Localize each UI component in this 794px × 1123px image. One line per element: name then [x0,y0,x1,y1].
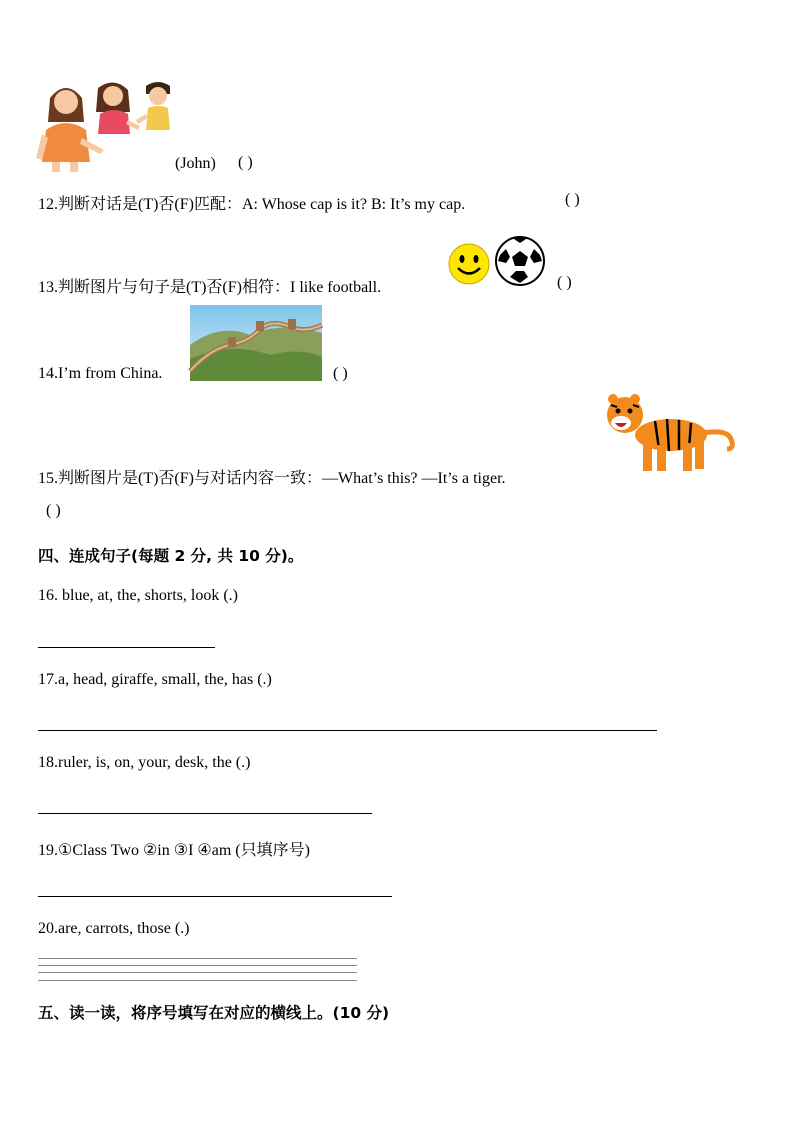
football-icon [494,235,546,287]
great-wall-picture [190,305,322,381]
q20-writing-line-4[interactable] [38,980,357,981]
q14-text: 14.I’m from China. [38,365,163,382]
q19-text: 19.①Class Two ②in ③I ④am (只填序号) [38,842,310,859]
q14-answer-blank[interactable]: ( ) [333,365,348,382]
section5-heading: 五、读一读，将序号填写在对应的横线上。(10 分) [38,1004,390,1022]
q15-text: 15.判断图片是(T)否(F)与对话内容一致：—What’s this? —It’s a tiger. [38,470,506,487]
q20-writing-line-3[interactable] [38,972,357,973]
q11-answer-blank[interactable]: ( ) [238,154,253,171]
tiger-picture [603,393,739,477]
q13-answer-blank[interactable]: ( ) [557,274,572,291]
q15-answer-blank[interactable]: ( ) [46,502,61,519]
q16-answer-line[interactable] [38,647,215,648]
q18-answer-line[interactable] [38,813,372,814]
smiley-face-icon [448,243,490,285]
q17-answer-line[interactable] [38,730,657,731]
q20-text: 20.are, carrots, those (.) [38,920,190,937]
q20-writing-line-1[interactable] [38,958,357,959]
q16-text: 16. blue, at, the, shorts, look (.) [38,587,238,604]
q19-answer-line[interactable] [38,896,392,897]
q20-writing-line-2[interactable] [38,965,357,966]
section4-heading: 四、连成句子(每题 2 分, 共 10 分)。 [38,547,304,565]
q11-name: (John) [175,155,216,172]
q12-text: 12.判断对话是(T)否(F)匹配：A: Whose cap is it? B: It’s my cap. [38,196,466,213]
people-illustration [36,78,176,172]
q12-answer-blank[interactable]: ( ) [565,191,580,208]
q13-text: 13.判断图片与句子是(T)否(F)相符：I like football. [38,279,382,296]
q18-text: 18.ruler, is, on, your, desk, the (.) [38,754,251,771]
q17-text: 17.a, head, giraffe, small, the, has (.) [38,671,272,688]
